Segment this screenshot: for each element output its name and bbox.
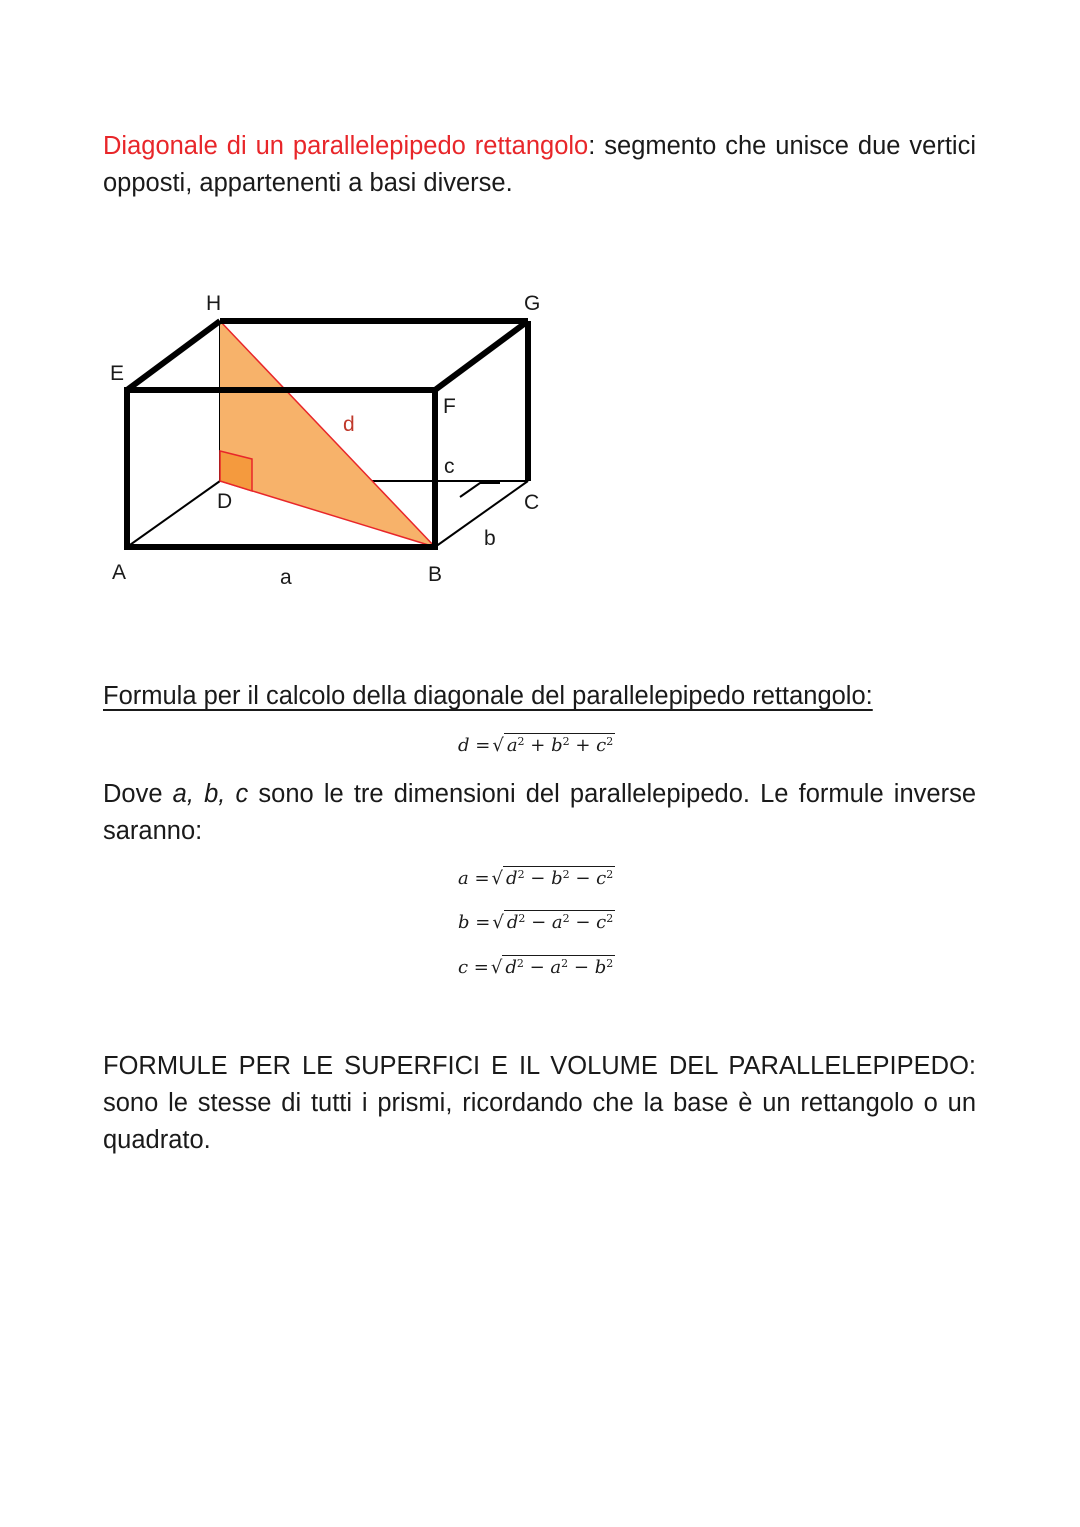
- edge-FG: [435, 321, 528, 390]
- equation-a: [458, 866, 615, 889]
- edge-label-b: b: [484, 527, 496, 550]
- formula-heading: Formula per il calcolo della diagonale del parallelepipedo rettangolo:: [103, 682, 873, 710]
- definition-paragraph: [103, 128, 976, 202]
- parallelepiped-diagram: [100, 285, 560, 595]
- equation-c: [458, 955, 615, 978]
- dimensions-prefix: Dove: [103, 780, 173, 808]
- equation-radicand: $a^2 + b^2 + c^2$: [504, 733, 615, 756]
- vertex-label-E: E: [110, 362, 125, 385]
- surfaces-volume-paragraph: FORMULE PER LE SUPERFICI E IL VOLUME DEL PARALLELEPIPEDO: sono le stesse di tutti i prismi, ricordando che la base è un rettangolo o un quadrato.: [103, 1052, 976, 1154]
- equation-b: [458, 910, 615, 933]
- hidden-edge-AD: [127, 481, 220, 547]
- equation-lhs: d =: [458, 735, 491, 756]
- vertex-label-B: B: [428, 563, 443, 586]
- equation-lhs: c =: [458, 957, 489, 978]
- equation-radicand: $d^2 - b^2 - c^2$: [503, 866, 615, 889]
- equation-radicand: $d^2 - a^2 - b^2$: [502, 955, 615, 978]
- vertex-label-A: A: [112, 561, 127, 584]
- right-angle-marker-bc: [460, 483, 500, 497]
- edge-label-c: c: [444, 455, 455, 478]
- equation-radicand: $d^2 - a^2 - c^2$: [504, 910, 615, 933]
- sqrt-symbol: √: [490, 957, 503, 978]
- sqrt-symbol: √: [492, 912, 504, 933]
- vertex-label-C: C: [524, 491, 540, 514]
- equation-lhs: b =: [458, 912, 491, 933]
- equation-diagonal: [458, 733, 615, 756]
- sqrt-symbol: √: [491, 868, 504, 889]
- edge-label-a: a: [280, 566, 292, 589]
- dimensions-vars: a, b, c: [172, 780, 249, 808]
- definition-term: Diagonale di un parallelepipedo rettangolo: [103, 132, 589, 160]
- equation-lhs: a =: [458, 868, 490, 889]
- vertex-label-D: D: [217, 490, 233, 513]
- edge-label-d: d: [343, 413, 355, 436]
- dimensions-paragraph: [103, 776, 976, 850]
- vertex-label-G: G: [524, 292, 541, 315]
- dimensions-suffix: sono le tre dimensioni del parallelepipedo. Le formule inverse saranno:: [103, 780, 976, 845]
- vertex-label-F: F: [443, 395, 456, 418]
- sqrt-symbol: √: [492, 735, 504, 756]
- edge-BC: [435, 481, 528, 547]
- edge-EH: [127, 321, 220, 390]
- vertex-label-H: H: [206, 292, 222, 315]
- definition-text: : segmento che unisce due vertici opposti, appartenenti a basi diverse.: [103, 132, 976, 197]
